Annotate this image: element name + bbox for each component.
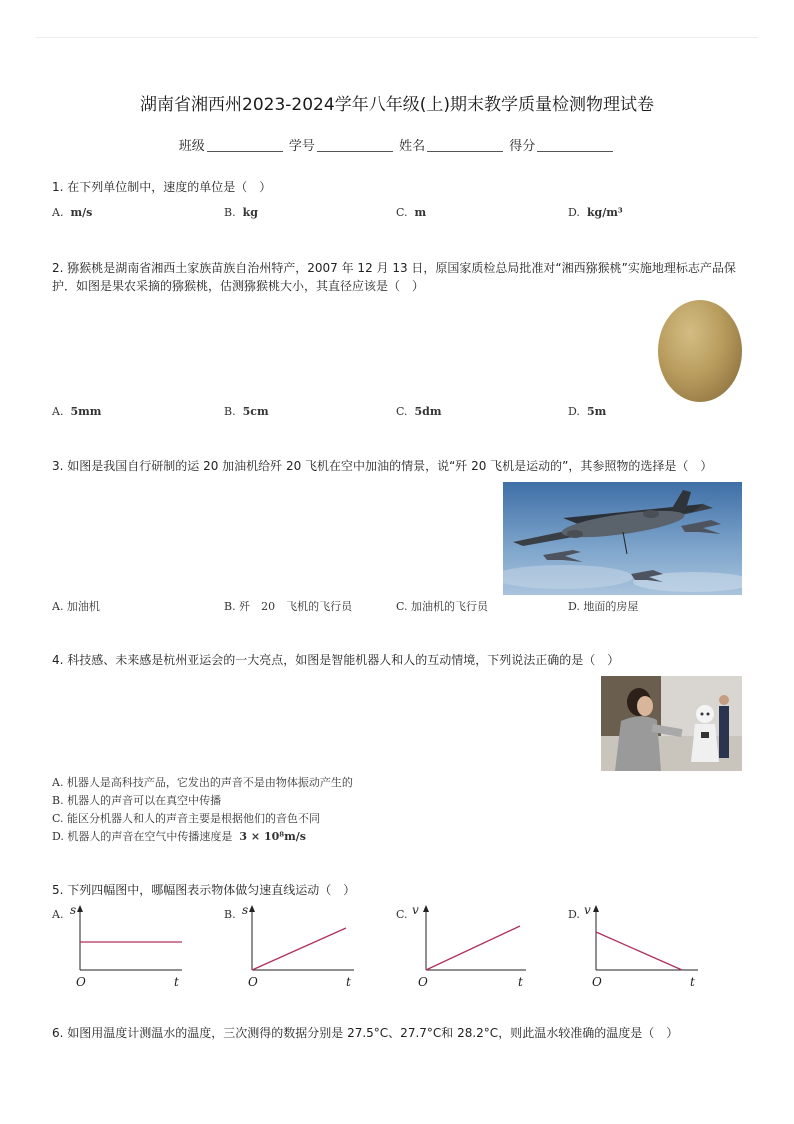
q2-option-d[interactable] xyxy=(568,405,606,418)
option-text: 5m xyxy=(586,405,607,418)
question-3-stem: 3. 如图是我国自行研制的运 20 加油机给歼 20 飞机在空中加油的情景，说“歼 20 飞机是运动的”，其参照物的选择是（ ） xyxy=(52,459,713,473)
q4-option-b[interactable]: B. 机器人的声音可以在真空中传播 xyxy=(52,794,222,807)
name-field[interactable] xyxy=(427,139,503,152)
graph-a[interactable] xyxy=(50,902,190,992)
graph-line xyxy=(596,932,682,970)
graph-line xyxy=(252,928,346,970)
graph-line xyxy=(426,926,520,970)
option-letter: C. xyxy=(396,405,408,418)
y-axis-arrow-icon xyxy=(77,905,83,912)
x-axis-label: t xyxy=(518,975,523,989)
origin-label: O xyxy=(418,975,428,989)
option-text: 5mm xyxy=(70,405,102,418)
option-letter: C. xyxy=(396,206,408,219)
option-letter: D. xyxy=(568,206,580,219)
q3-option-d[interactable]: D. 地面的房屋 xyxy=(568,600,639,613)
question-2-line-2: 护．如图是果农采摘的猕猴桃，估测猕猴桃大小，其直径应该是（ ） xyxy=(52,279,425,293)
origin-label: O xyxy=(592,975,602,989)
x-axis-label: t xyxy=(174,975,179,989)
option-letter: A. xyxy=(52,405,64,418)
origin-label: O xyxy=(248,975,258,989)
q3-option-a[interactable]: A. 加油机 xyxy=(52,600,100,613)
kiwi-fruit-image xyxy=(658,300,742,402)
q2-option-a[interactable] xyxy=(52,405,101,418)
q1-option-b[interactable] xyxy=(224,206,258,219)
option-text: m xyxy=(414,206,427,219)
q1-option-d[interactable] xyxy=(568,206,623,219)
y-axis-label: v xyxy=(584,903,591,917)
graph-c-label: C. xyxy=(396,908,408,921)
y-axis-arrow-icon xyxy=(593,905,599,912)
option-letter: D. xyxy=(568,405,580,418)
q2-option-c[interactable] xyxy=(396,405,442,418)
x-axis-label: t xyxy=(690,975,695,989)
question-2-stem xyxy=(52,259,742,295)
score-label: 得分 xyxy=(509,139,536,154)
class-label: 班级 xyxy=(178,139,205,154)
question-5-stem: 5. 下列四幅图中，哪幅图表示物体做匀速直线运动（ ） xyxy=(52,883,356,897)
q4-option-d[interactable] xyxy=(52,828,306,844)
origin-label: O xyxy=(76,975,86,989)
question-1-stem: 1. 在下列单位制中，速度的单位是（ ） xyxy=(52,180,272,194)
robot-interaction-image xyxy=(601,676,742,771)
q1-option-c[interactable] xyxy=(396,206,426,219)
q3-option-b[interactable]: B. 歼 20 飞机的飞行员 xyxy=(224,600,353,613)
number-field[interactable] xyxy=(317,139,393,152)
y-axis-arrow-icon xyxy=(249,905,255,912)
q4-option-c[interactable]: C. 能区分机器人和人的声音主要是根据他们的音色不同 xyxy=(52,812,321,825)
y-axis-label: v xyxy=(412,903,419,917)
graph-c[interactable] xyxy=(394,902,534,992)
option-text: kg xyxy=(242,206,258,219)
question-2-line-1: 2. 猕猴桃是湖南省湘西土家族苗族自治州特产，2007 年 12 月 13 日，原国家质检总局批准对“湘西猕猴桃”实施地理标志产品保 xyxy=(52,261,736,275)
option-text: D. 机器人的声音在空气中传播速度是 xyxy=(52,830,233,843)
option-text: m/s xyxy=(70,206,93,219)
name-label: 姓名 xyxy=(399,139,426,154)
option-text: kg/m³ xyxy=(586,206,623,219)
speed-value: 3 × 10⁸m/s xyxy=(239,830,306,843)
q1-option-a[interactable] xyxy=(52,206,92,219)
top-divider xyxy=(36,37,758,38)
graph-b-label: B. xyxy=(224,908,236,921)
student-info-line xyxy=(0,135,794,154)
page-title: 湖南省湘西州2023-2024学年八年级(上)期末教学质量检测物理试卷 xyxy=(140,95,654,115)
question-6-stem: 6. 如图用温度计测温水的温度，三次测得的数据分别是 27.5°C、27.7°C和 28.2°C，则此温水较准确的温度是（ ） xyxy=(52,1026,679,1040)
option-text: 5dm xyxy=(414,405,442,418)
option-letter: A. xyxy=(52,206,64,219)
graph-d-label: D. xyxy=(568,908,580,921)
class-field[interactable] xyxy=(207,139,283,152)
graph-d[interactable] xyxy=(566,902,706,992)
question-4-stem: 4. 科技感、未来感是杭州亚运会的一大亮点，如图是智能机器人和人的互动情境，下列说法正确的是（ ） xyxy=(52,653,620,667)
graph-a-label: A. xyxy=(52,908,64,921)
y-axis-label: s xyxy=(242,903,249,917)
y-axis-arrow-icon xyxy=(423,905,429,912)
score-field[interactable] xyxy=(537,139,613,152)
q4-option-a[interactable]: A. 机器人是高科技产品，它发出的声音不是由物体振动产生的 xyxy=(52,776,353,789)
graph-b[interactable] xyxy=(222,902,362,992)
option-text: 5cm xyxy=(242,405,269,418)
option-letter: B. xyxy=(224,206,236,219)
number-label: 学号 xyxy=(288,139,315,154)
q3-option-c[interactable]: C. 加油机的飞行员 xyxy=(396,600,489,613)
q2-option-b[interactable] xyxy=(224,405,269,418)
option-letter: B. xyxy=(224,405,236,418)
refueling-aircraft-image xyxy=(503,482,742,595)
y-axis-label: s xyxy=(70,903,77,917)
x-axis-label: t xyxy=(346,975,351,989)
